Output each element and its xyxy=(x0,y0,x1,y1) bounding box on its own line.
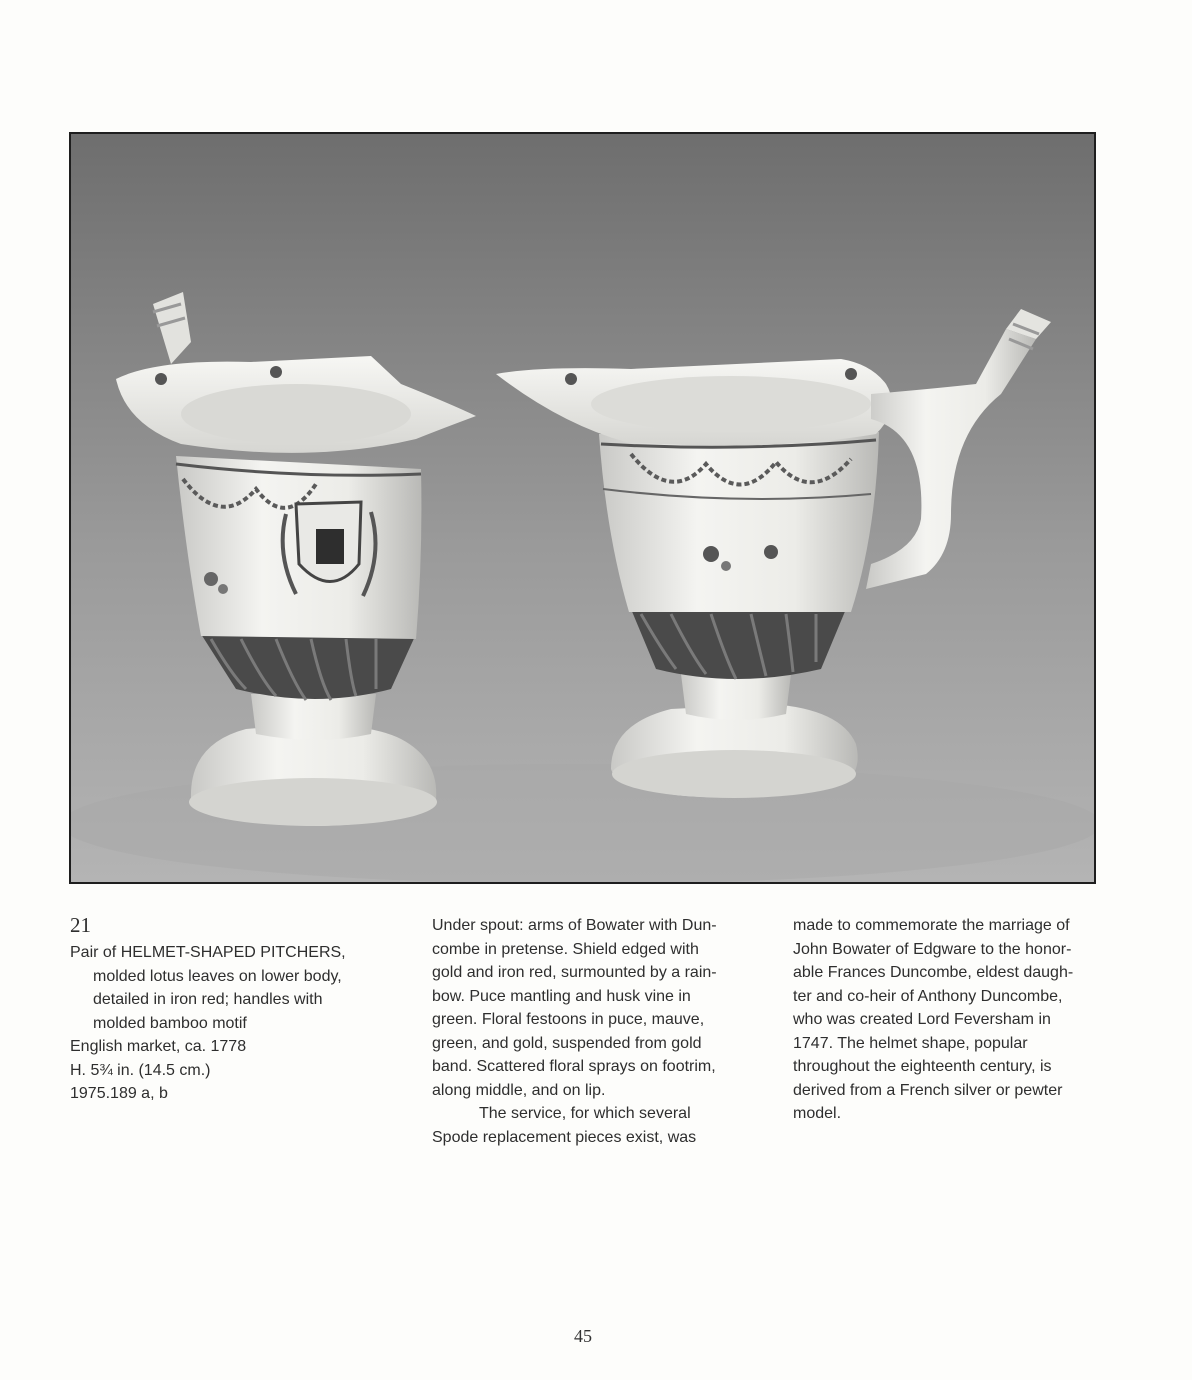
caption-title-line: Pair of HELMET-SHAPED PITCHERS, xyxy=(70,944,346,961)
description-line: combe in pretense. Shield edged with xyxy=(432,940,699,958)
description-line: Spode replacement pieces exist, was xyxy=(432,1128,697,1146)
description-column-1 xyxy=(432,914,742,1149)
description-line: gold and iron red, surmounted by a rain- xyxy=(432,964,717,981)
description-line: ter and co-heir of Anthony Duncombe, xyxy=(793,987,1063,1005)
caption-title-line: molded bamboo motif xyxy=(93,1014,247,1032)
description-line: John Bowater of Edgware to the honor- xyxy=(793,940,1072,958)
description-line: made to commemorate the marriage of xyxy=(793,917,1070,934)
description-line: bow. Puce mantling and husk vine in xyxy=(432,987,691,1005)
caption-title-line: detailed in iron red; handles with xyxy=(93,991,323,1008)
description-line: along middle, and on lip. xyxy=(432,1081,606,1099)
page-number: 45 xyxy=(574,1326,592,1346)
description-line: able Frances Duncombe, eldest daugh- xyxy=(793,964,1074,981)
description-line: model. xyxy=(793,1105,842,1122)
pitchers-image xyxy=(71,134,1094,882)
catalog-caption xyxy=(70,912,380,1106)
caption-height: H. 5¾ in. (14.5 cm.) xyxy=(70,1061,211,1079)
description-line: green, and gold, suspended from gold xyxy=(432,1034,702,1052)
description-line: Under spout: arms of Bowater with Dun- xyxy=(432,917,717,934)
description-line: throughout the eighteenth century, is xyxy=(793,1058,1052,1075)
description-column-2 xyxy=(793,914,1103,1126)
caption-accession-number: 1975.189 a, b xyxy=(70,1085,168,1102)
pitchers-photograph xyxy=(69,132,1096,884)
catalog-number: 21 xyxy=(70,913,91,937)
description-line: derived from a French silver or pewter xyxy=(793,1081,1063,1099)
caption-market: English market, ca. 1778 xyxy=(70,1038,247,1055)
description-line: The service, for which several xyxy=(479,1105,691,1122)
description-line: 1747. The helmet shape, popular xyxy=(793,1034,1028,1052)
caption-title-line: molded lotus leaves on lower body, xyxy=(93,967,342,985)
description-line: green. Floral festoons in puce, mauve, xyxy=(432,1011,705,1028)
description-line: who was created Lord Feversham in xyxy=(793,1011,1051,1028)
description-line: band. Scattered floral sprays on footrim, xyxy=(432,1058,716,1075)
